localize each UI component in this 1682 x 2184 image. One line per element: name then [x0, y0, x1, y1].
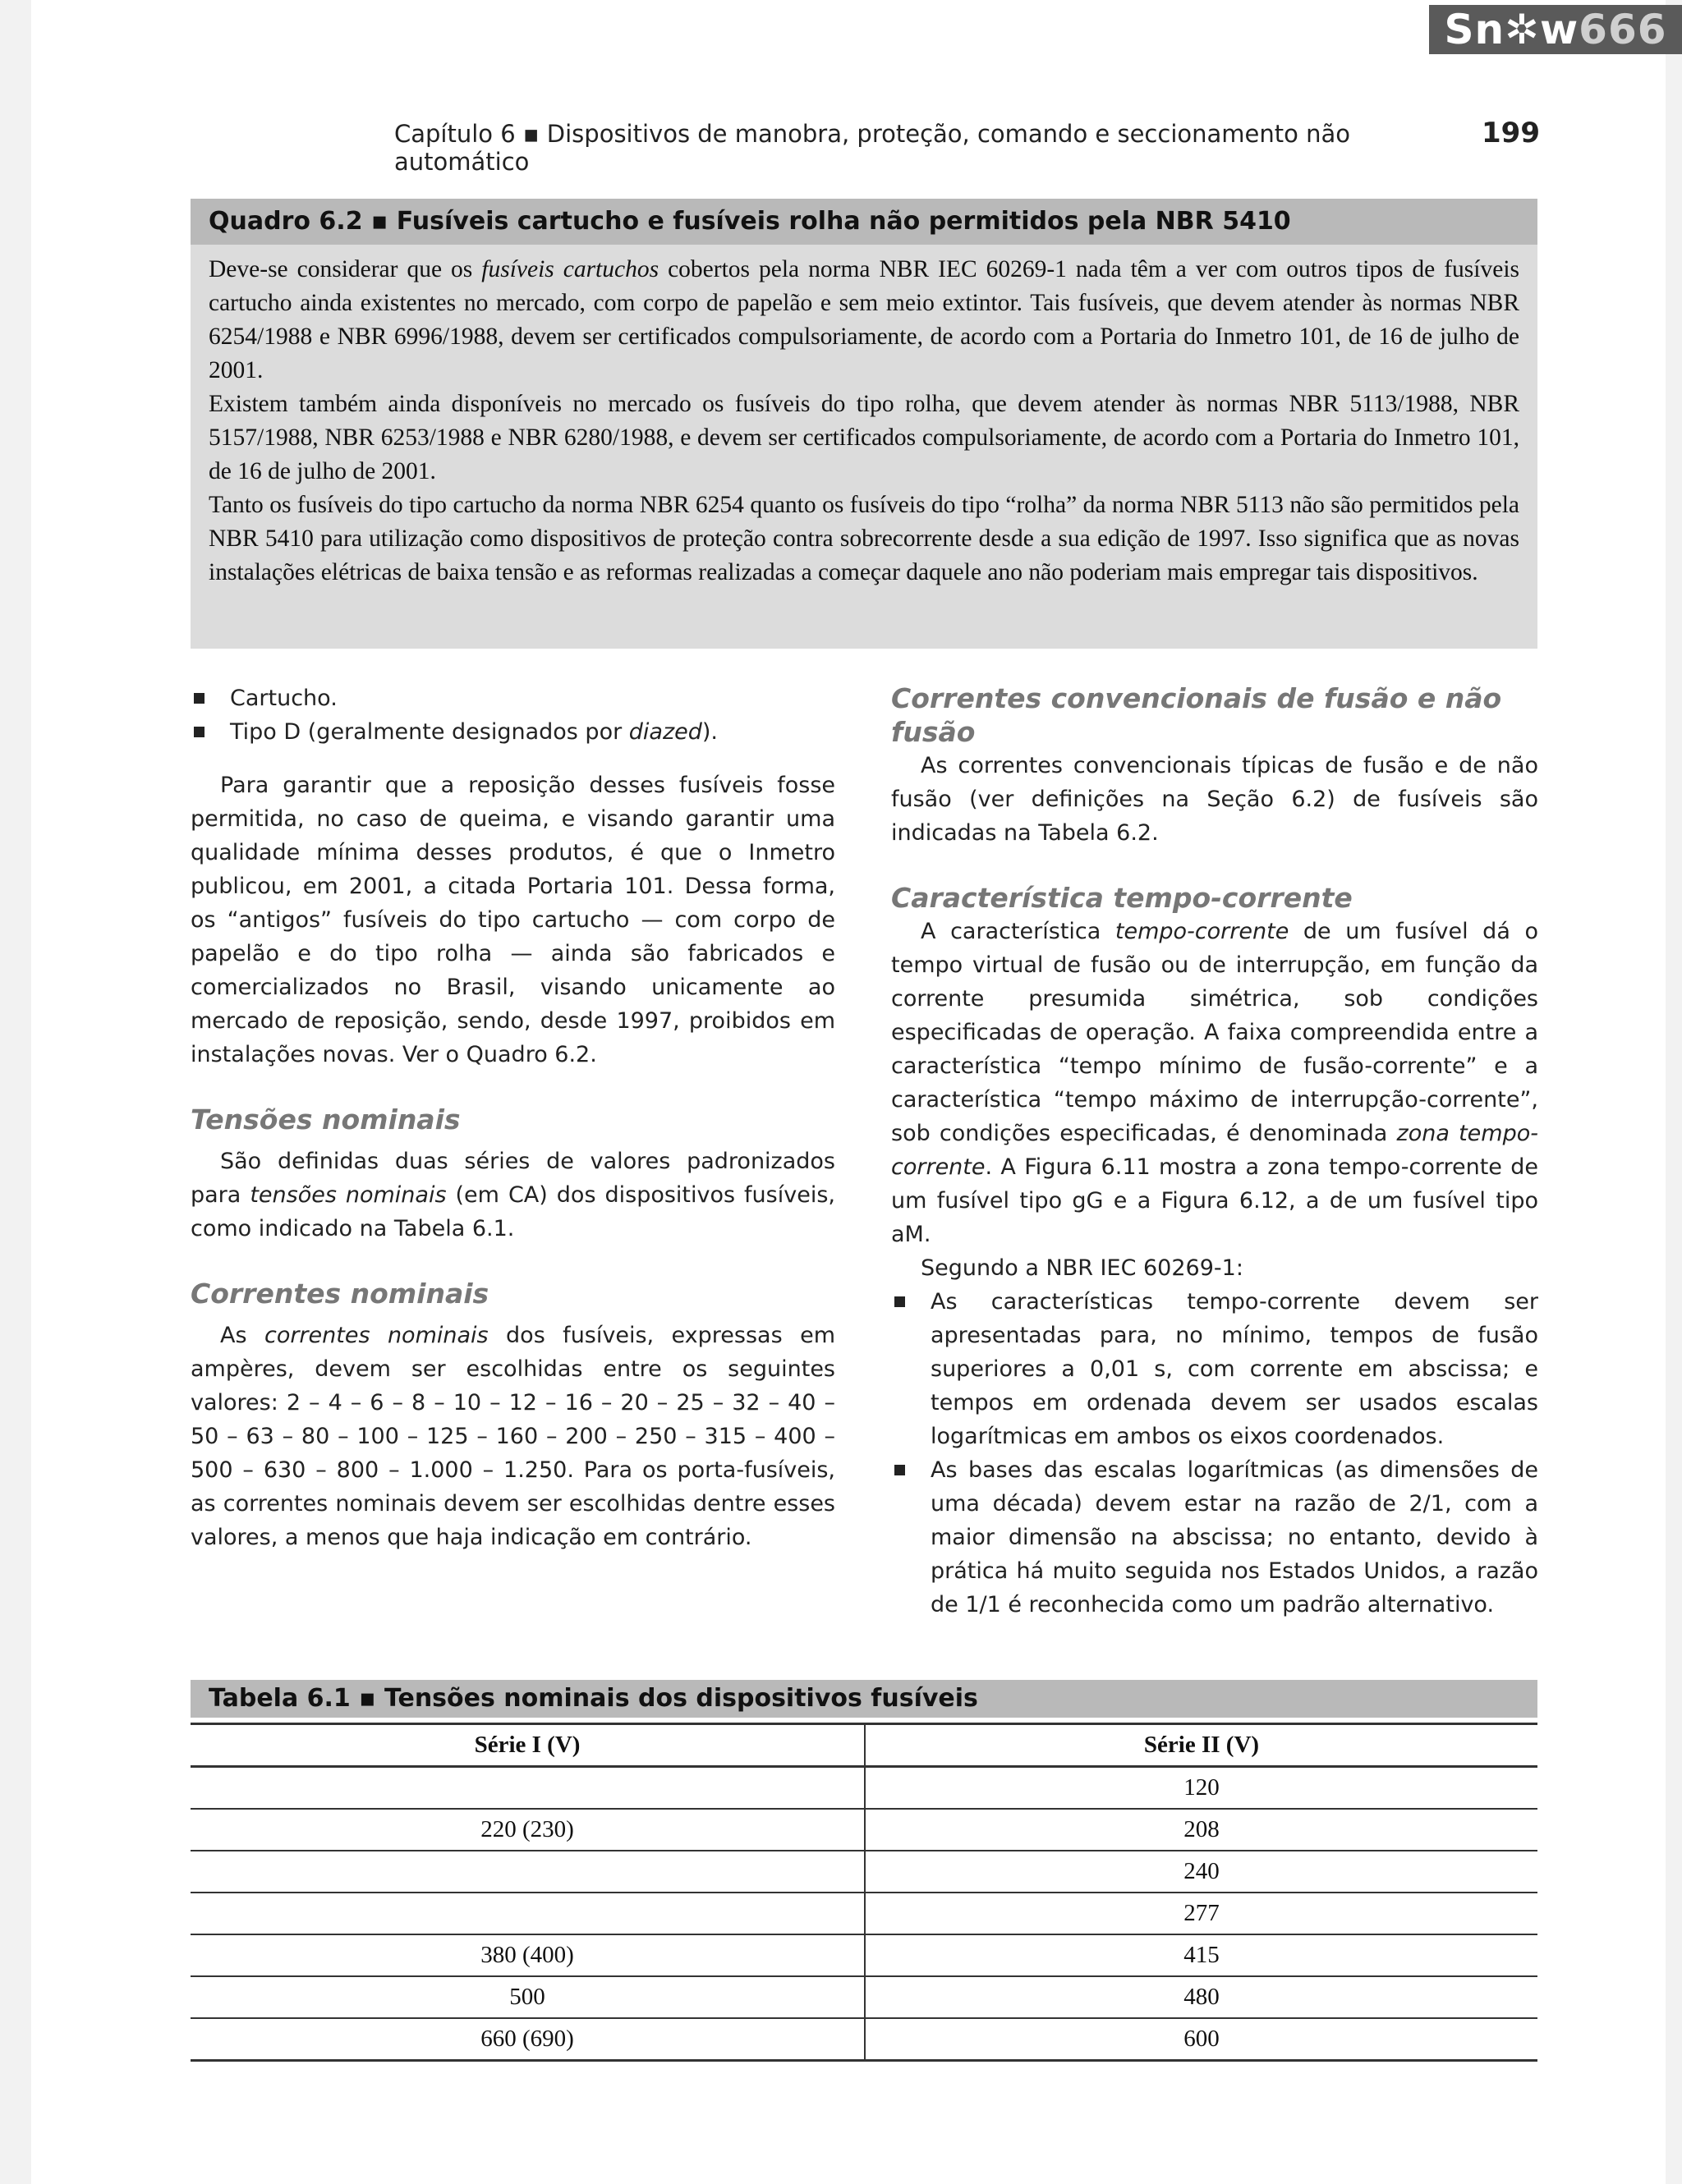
table-cell: 660 (690) — [191, 2018, 865, 2061]
table-cell: 208 — [865, 1809, 1537, 1851]
emphasis-text: tempo-corrente — [1114, 919, 1289, 944]
list-item — [891, 1453, 1538, 1622]
spacer — [191, 1071, 835, 1103]
quadro-paragraph-1 — [209, 253, 1519, 388]
table-cell: 600 — [865, 2018, 1537, 2061]
text-run: A característica — [921, 919, 1115, 944]
watermark-text: Sn✲w — [1444, 6, 1579, 53]
table-cell: 220 (230) — [191, 1809, 865, 1851]
table-cell: 415 — [865, 1934, 1537, 1976]
table-cell: 480 — [865, 1976, 1537, 2018]
section-heading-tempo-corrente: Característica tempo-corrente — [891, 882, 1353, 914]
spacer — [191, 1136, 835, 1145]
text-run: de um fusível dá o tempo virtual de fusão ou de interrupção, em função da corrente presumida simétrica, sob condições especificadas de operação. A faixa compreendida entre a característica “tempo mínimo de fusão-corrente” e a característica “tempo máximo de interrupção-corrente”, sob condições especificadas, é denominada — [891, 919, 1538, 1146]
table-cell: 120 — [865, 1767, 1537, 1810]
quadro-body — [191, 245, 1537, 590]
table-header-row — [191, 1724, 1537, 1767]
table-row — [191, 1934, 1537, 1976]
list-item-text: As características tempo-corrente devem ser apresentadas para, no mínimo, tempos de fusão superiores a 0,01 s, com corrente em abscissa; e tempos em ordenada devem ser usados escalas logarítmicas em ambos os eixos coordenados. — [931, 1289, 1538, 1449]
section-heading-tensoes: Tensões nominais — [191, 1103, 461, 1136]
table-title: Tabela 6.1 ▪ Tensões nominais dos dispositivos fusíveis — [191, 1680, 1537, 1718]
spacer — [191, 1246, 835, 1277]
table-row — [191, 1809, 1537, 1851]
section-heading-convencionais: Correntes convencionais de fusão e não fusão — [891, 682, 1502, 748]
quadro-paragraph-3: Tanto os fusíveis do tipo cartucho da norma NBR 6254 quanto os fusíveis do tipo “rolha” da norma NBR 5113 não são permitidos pela NBR 5410 para utilização como dispositivos de proteção contra sobrecorrente desde a sua edição de 1997. Isso significa que as novas instalações elétricas de baixa tensão e as reformas realizadas a começar daquele ano não poderiam mais empregar tais dispositivos. — [209, 492, 1519, 585]
page-number: 199 — [1482, 117, 1540, 149]
text-run: cobertos pela norma NBR IEC 60269-1 nada têm a ver com outros tipos de fusíveis cartucho ainda existentes no mercado, com corpo de papelão e sem meio extintor. Tais fusíveis, que devem atender às normas NBR 6254/1988 e NBR 6996/1988, devem ser certificados compulsoriamente, de acordo com a Portaria do Inmetro 101, de 16 de julho de 2001. — [209, 256, 1519, 383]
header-serie-2: Série II (V) — [865, 1724, 1537, 1767]
list-item — [891, 1285, 1538, 1453]
text-run: Tipo D (geralmente designados por — [230, 719, 629, 745]
emphasis-text: fusíveis cartuchos — [481, 256, 659, 282]
spacer — [191, 1310, 835, 1319]
table-cell: 500 — [191, 1976, 865, 2018]
quadro-paragraph-2: Existem também ainda disponíveis no mercado os fusíveis do tipo rolha, que devem atender às normas NBR 5113/1988, NBR 5157/1988, NBR 6253/1988 e NBR 6280/1988, e devem ser certificados compulsoriamente, de acordo com a Portaria do Inmetro 101, de 16 de julho de 2001. — [209, 391, 1519, 484]
emphasis-text: diazed — [628, 719, 702, 745]
list-item-text: Cartucho. — [230, 686, 338, 711]
right-column — [891, 681, 1538, 1622]
text-run: São definidas duas séries de valores padronizados para — [191, 1149, 835, 1208]
list-item — [191, 715, 835, 749]
text-run: dos fusíveis, expressas em ampères, devem ser escolhidas entre os seguintes valores: 2 – 4 – 6 – 8 – 10 – 12 – 16 – 20 – 25 – 32 – 40 – 50 – 63 – 80 – 100 – 125 – 160 – 200 – 250 – 315 – 400 – 500 – 630 – 800 – 1.000 – 1.250. Para os porta-fusíveis, as correntes nominais devem ser escolhidas dentre esses valores, a menos que haja indicação em contrário. — [191, 1323, 835, 1550]
table-cell: 240 — [865, 1851, 1537, 1893]
body-paragraph: As correntes convencionais típicas de fusão e de não fusão (ver definições na Seção 6.2) de fusíveis são indicadas na Tabela 6.2. — [891, 753, 1538, 846]
table-cell: 277 — [865, 1893, 1537, 1934]
section-heading-correntes: Correntes nominais — [191, 1278, 489, 1310]
running-header — [394, 117, 1540, 176]
table-row — [191, 1893, 1537, 1934]
table-6-1 — [191, 1680, 1537, 2062]
body-paragraph — [191, 1145, 835, 1246]
table-cell: 380 (400) — [191, 1934, 865, 1976]
text-run: Deve-se considerar que os — [209, 256, 482, 282]
table-row — [191, 1851, 1537, 1893]
emphasis-text: tensões nominais — [250, 1182, 447, 1208]
body-paragraph: Segundo a NBR IEC 60269-1: — [921, 1255, 1243, 1281]
quadro-box — [191, 199, 1537, 649]
left-column — [191, 681, 835, 1554]
emphasis-text: correntes nominais — [264, 1323, 489, 1348]
voltage-table — [191, 1723, 1537, 2062]
text-run: As — [220, 1323, 264, 1348]
quadro-title: Quadro 6.2 ▪ Fusíveis cartucho e fusíveis rolha não permitidos pela NBR 5410 — [191, 199, 1537, 245]
text-run: (em CA) dos dispositivos fusíveis, como indicado na Tabela 6.1. — [191, 1182, 835, 1241]
fuse-type-list — [191, 681, 835, 749]
emphasis-text: zona tempo-corrente — [891, 1121, 1538, 1180]
list-item-text: As bases das escalas logarítmicas (as dimensões de uma década) devem estar na razão de 2/1, com a maior dimensão na abscissa; no entanto, devido à prática há muito seguida nos Estados Unidos, a razão de 1/1 é reconhecida como um padrão alternativo. — [931, 1457, 1538, 1617]
body-paragraph — [891, 915, 1538, 1251]
table-cell — [191, 1893, 865, 1934]
table-row — [191, 2018, 1537, 2061]
norm-requirements-list — [891, 1285, 1538, 1622]
table-cell — [191, 1767, 865, 1810]
watermark-logo — [1429, 5, 1682, 54]
table-row — [191, 1976, 1537, 2018]
chapter-title: Capítulo 6 ▪ Dispositivos de manobra, proteção, comando e seccionamento não automático — [394, 120, 1350, 176]
spacer — [191, 749, 835, 769]
body-paragraph — [191, 1319, 835, 1554]
table-cell — [191, 1851, 865, 1893]
header-serie-1: Série I (V) — [191, 1724, 865, 1767]
text-run: . A Figura 6.11 mostra a zona tempo-corrente de um fusível tipo gG e a Figura 6.12, a de um fusível tipo aM. — [891, 1154, 1538, 1247]
table-row — [191, 1767, 1537, 1810]
spacer — [891, 850, 1538, 881]
watermark-number: 666 — [1579, 6, 1667, 53]
list-item — [191, 681, 835, 715]
text-run: ). — [701, 719, 719, 745]
body-paragraph: Para garantir que a reposição desses fusíveis fosse permitida, no caso de queima, e visando garantir uma qualidade mínima desses produtos, é que o Inmetro publicou, em 2001, a citada Portaria 101. Dessa forma, os “antigos” fusíveis do tipo cartucho — com corpo de papelão e do tipo rolha — ainda são fabricados e comercializados no Brasil, visando unicamente ao mercado de reposição, sendo, desde 1997, proibidos em instalações novas. Ver o Quadro 6.2. — [191, 773, 835, 1067]
